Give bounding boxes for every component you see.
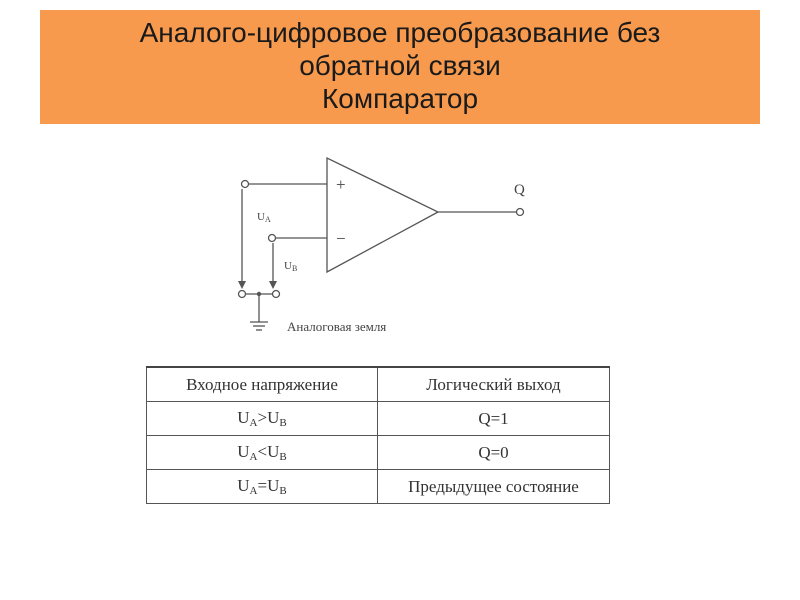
terminal-input-a [242, 181, 249, 188]
header-input-voltage: Входное напряжение [147, 367, 378, 402]
condition-a-sub: A [249, 485, 258, 497]
condition-operator: = [257, 476, 268, 495]
terminal-input-b [269, 235, 276, 242]
condition-cell [147, 402, 378, 436]
table-header-row [147, 367, 610, 402]
output-cell: Q=0 [378, 436, 610, 470]
output-label: Q [514, 182, 525, 198]
plus-sign: + [336, 175, 346, 194]
label-ub [284, 260, 297, 273]
table-row [147, 402, 610, 436]
ground-label: Аналоговая земля [287, 319, 387, 334]
truth-table [146, 366, 610, 504]
arrow-ub-head [269, 281, 277, 289]
title-line-1: Аналого-цифровое преобразование без [139, 17, 661, 48]
condition-b: U [267, 442, 280, 461]
title-line-2: обратной связи [299, 50, 501, 81]
condition-a: U [237, 408, 250, 427]
label-ub-sub: B [291, 264, 298, 273]
output-cell: Q=1 [378, 402, 610, 436]
condition-operator: < [257, 442, 268, 461]
title-line-3: Компаратор [321, 83, 479, 114]
condition-b-sub: B [279, 417, 287, 429]
title-banner [40, 10, 760, 124]
terminal-ground-right [273, 291, 280, 298]
comparator-circuit-diagram [220, 150, 550, 350]
output-cell: Предыдущее состояние [378, 470, 610, 504]
minus-sign: − [336, 229, 346, 248]
condition-b-sub: B [279, 451, 287, 463]
terminal-output [517, 209, 524, 216]
table-row [147, 470, 610, 504]
label-ub-main: U [284, 260, 292, 272]
condition-operator: > [257, 408, 268, 427]
arrow-ua-head [238, 281, 246, 289]
condition-cell [147, 470, 378, 504]
ground-icon [250, 322, 268, 330]
label-ua-main: U [257, 211, 265, 223]
condition-b: U [267, 408, 280, 427]
terminal-ground-left [239, 291, 246, 298]
condition-a: U [237, 476, 250, 495]
condition-cell [147, 436, 378, 470]
condition-a: U [237, 442, 250, 461]
condition-a-sub: A [249, 451, 258, 463]
table-row [147, 436, 610, 470]
label-ua [257, 211, 271, 224]
condition-b-sub: B [279, 485, 287, 497]
ground-junction-dot [257, 292, 261, 296]
header-logic-output: Логический выход [378, 367, 610, 402]
label-ua-sub: A [264, 215, 271, 224]
condition-b: U [267, 476, 280, 495]
condition-a-sub: A [249, 417, 258, 429]
